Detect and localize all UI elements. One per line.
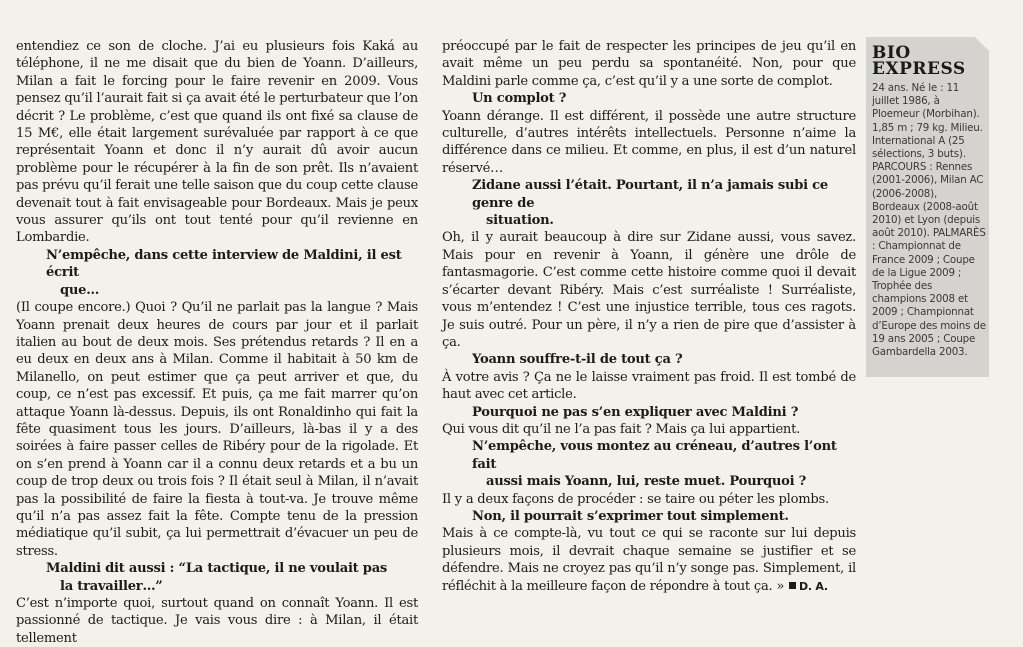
question-paragraph (16, 560, 418, 595)
answer-paragraph: préoccupé par le fait de respecter les principes de jeu qu’il en avait même un peu perdu sa spontanéité. Non, pour que Maldini parle comme ça, c’est qu’il y a une sorte de complot. (442, 39, 856, 89)
answer-paragraph: À votre avis ? Ça ne le laisse vraiment pas froid. Il est tombé de haut avec cet article. (442, 369, 856, 403)
article-column-1 (16, 38, 418, 647)
folded-corner (975, 37, 989, 51)
answer-paragraph (442, 525, 856, 595)
closing-text: Mais à ce compte-là, vu tout ce qui se raconte sur lui depuis plusieurs mois, il devrait chaque semaine se justifier et se défendre. Mais ne croyez pas qu’il n’y songe pas. Simplement, il réfléchit à la meilleure façon de répondre à tout ça. » (442, 526, 856, 594)
answer-paragraph: Il y a deux façons de procéder : se taire ou péter les plombs. (442, 491, 829, 507)
question-paragraph (16, 247, 418, 299)
bio-text: 24 ans. Né le : 11 juillet 1986, à Ploemeur (Morbihan). 1,85 m ; 79 kg. Milieu. International A (25 sélections, 3 buts). PARCOURS : Rennes (2001-2006), Milan AC (2006-2008), Bordeaux (2008-août 2010) et Lyon (depuis août 2010). PALMARÈS : Championnat de France 2009 ; Coupe de la Ligue 2009 ; Trophée des champions 2008 et 2009 ; Championnat d’Europe des moins de 19 ans 2005 ; Coupe Gambardella 2003. (872, 82, 986, 359)
question-line: Maldini dit aussi : “La tactique, il ne voulait pas (46, 561, 388, 577)
question-line: que… (60, 282, 100, 298)
question-line: N’empêche, dans cette interview de Maldini, il est écrit (46, 247, 402, 281)
question-line: Zidane aussi l’était. Pourtant, il n’a jamais subi ce genre de (472, 178, 828, 211)
end-of-article-mark (789, 582, 796, 589)
answer-paragraph: Oh, il y aurait beaucoup à dire sur Zidane aussi, vous savez. Mais pour en revenir à Yoann, il génère une drôle de fantasmagorie. C’est comme cette histoire comme quoi il devait s’écarter devant Ribéry. Mais c’est surréaliste ! Surréaliste, vous m’entendez ! C’est une injustice terrible, tous ces ragots. Je suis outré. Pour un père, il n’y a rien de pire que d’assister à ça. (442, 230, 856, 350)
bio-title-line: BIO (872, 43, 911, 63)
question-paragraph: Pourquoi ne pas s’en expliquer avec Maldini ? (472, 404, 799, 420)
author-signature: D. A. (799, 579, 828, 593)
answer-paragraph: Yoann dérange. Il est différent, il possède une autre structure culturelle, d’autres intérêts intellectuels. Personne n’aime la différence dans ce milieu. Et comme, en plus, il est d’un naturel réservé… (442, 108, 856, 176)
bio-title-line: EXPRESS (872, 59, 966, 79)
question-paragraph: Un complot ? (472, 91, 567, 107)
question-line: aussi mais Yoann, lui, reste muet. Pourquoi ? (486, 474, 807, 490)
answer-paragraph: C’est n’importe quoi, surtout quand on connaît Yoann. Il est passionné de tactique. Je vais vous dire : à Milan, il était tellement (16, 596, 418, 646)
question-paragraph (442, 438, 856, 490)
question-paragraph (442, 177, 856, 229)
bio-express-box (866, 37, 989, 377)
answer-paragraph: Qui vous dit qu’il ne l’a pas fait ? Mais ça lui appartient. (442, 421, 801, 437)
question-line: N’empêche, vous montez au créneau, d’autres l’ont fait (472, 439, 837, 472)
bio-title (872, 45, 966, 77)
article-column-2 (442, 38, 856, 595)
answer-paragraph: entendiez ce son de cloche. J’ai eu plusieurs fois Kaká au téléphone, il ne me disait que du bien de Yoann. D’ailleurs, Milan a fait le forcing pour le faire revenir en 2009. Vous pensez qu’il l’aurait fait si ça avait été le perturbateur que l’on décrit ? Le problème, c’est que quand ils ont fixé sa clause de 15 M€, elle était largement surévaluée par rapport à ce que représentait Yoann et donc il n’y aurait dû avoir aucun problème pour le récupérer à la fin de son prêt. Ils n’avaient pas prévu qu’il ferait une telle saison que du coup cette clause devenait tout à fait envisageable pour Bordeaux. Mais je peux vous assurer qu’ils ont tout tenté pour qu’il revienne en Lombardie. (16, 39, 418, 246)
question-paragraph: Non, il pourrait s’exprimer tout simplement. (472, 508, 789, 524)
question-line: la travailler…” (60, 578, 163, 594)
question-line: situation. (486, 213, 554, 229)
question-paragraph: Yoann souffre-t-il de tout ça ? (472, 352, 683, 368)
answer-paragraph: (Il coupe encore.) Quoi ? Qu’il ne parlait pas la langue ? Mais Yoann prenait deux heures de cours par jour et il parlait italien au bout de deux mois. Ses prétendus retards ? Il en a eu deux en deux ans à Milan. Comme il habitait à 50 km de Milanello, on peut estimer que ça peut arriver et que, du coup, ce n’est pas excessif. Et puis, ça me fait marrer qu’on attaque Yoann là-dessus. Depuis, ils ont Ronaldinho qui fait la fête quasiment tous les jours. D’ailleurs, là-bas il y a des soirées à faire passer celles de Ribéry pour de la rigolade. Et on s’en prend à Yoann car il a connu deux retards et a bu un coup de trop deux ou trois fois ? Il était seul à Milan, il n’avait pas la possibilité de faire la fiesta à tout-va. Je trouve même qu’il n’a pas assez fait la fête. Compte tenu de la pression médiatique qu’il subit, ça lui permettrait d’évacuer un peu de stress. (16, 300, 418, 559)
